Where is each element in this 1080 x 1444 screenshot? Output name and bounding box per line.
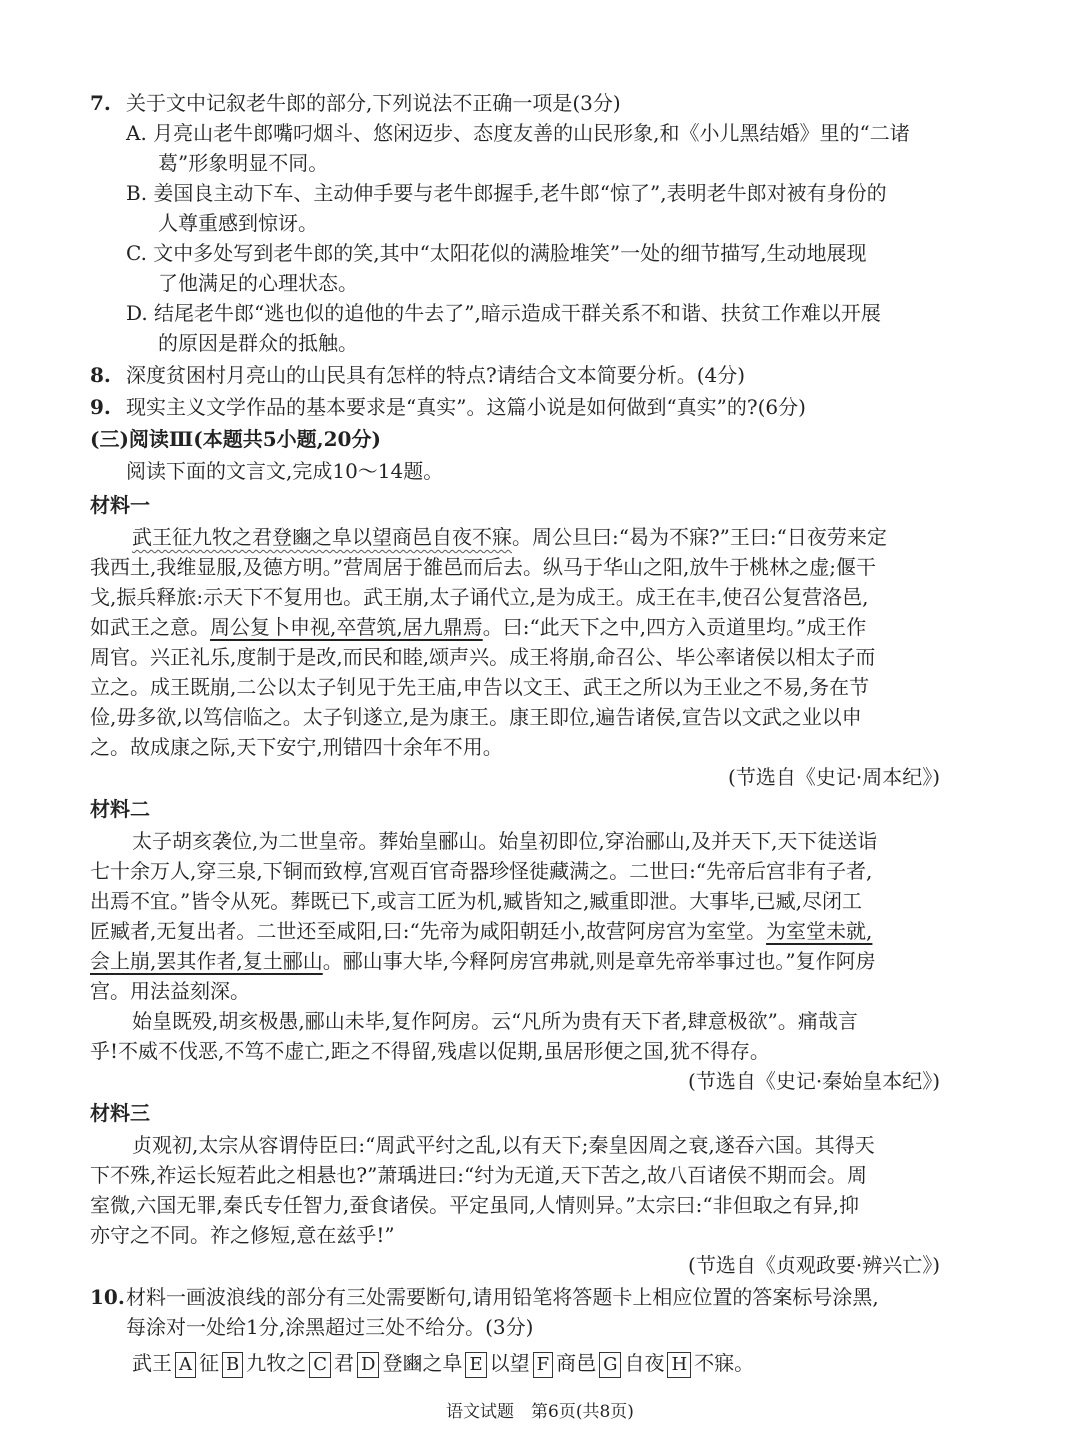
material3-line3: 室微,六国无罪,秦氏专任智力,蚕食诸侯。平定虽同,人情则异。”太宗曰:“非但取之有异,抑 xyxy=(90,1193,859,1217)
q7-option-d-line1: D. 结尾老牛郎“逃也似的追他的牛去了”,暗示造成干群关系不和谐、扶贫工作难以开展 xyxy=(126,301,881,325)
q7-option-b-line1: B. 姜国良主动下车、主动伸手要与老牛郎握手,老牛郎“惊了”,表明老牛郎对被有身份的 xyxy=(126,181,887,205)
q10-answer-line: 武王 A 征 B 九牧之 C 君 D 登豳之阜 E 以望 F 商邑 G 自夜 H 不寐。 xyxy=(132,1348,754,1378)
answer-box-b[interactable]: B xyxy=(222,1352,243,1378)
answer-box-h[interactable]: H xyxy=(667,1352,691,1378)
answer-box-g[interactable]: G xyxy=(599,1352,621,1378)
q7-option-a-line1: A. 月亮山老牛郎嘴叼烟斗、悠闲迈步、态度友善的山民形象,和《小儿黑结婚》里的“二诸 xyxy=(126,121,910,145)
material1-line3: 戈,振兵释旅:示天下不复用也。武王崩,太子诵代立,是为成王。成王在丰,使召公复营洛邑, xyxy=(90,585,869,609)
material1-line7: 俭,毋多欲,以笃信临之。太子钊遂立,是为康王。康王即位,遍告诸侯,宣告以文武之业以申 xyxy=(90,705,862,729)
q7-option-d-line2: 的原因是群众的抵触。 xyxy=(158,331,358,355)
material1-wavy-segment: 武王征九牧之君登豳之阜以望商邑自夜不寐 xyxy=(132,525,512,549)
material2-source: (节选自《史记·秦始皇本纪》) xyxy=(688,1069,940,1093)
q10-line1: 材料一画波浪线的部分有三处需要断句,请用铅笔将答题卡上相应位置的答案标号涂黑, xyxy=(126,1285,879,1309)
q10-number: 10. xyxy=(90,1285,125,1309)
answer-box-c[interactable]: C xyxy=(309,1352,331,1378)
section3-instruction: 阅读下面的文言文,完成10～14题。 xyxy=(126,459,444,483)
material2-underlined-sentence-part1: 为室堂未就, xyxy=(766,919,873,943)
q8-text: 深度贫困村月亮山的山民具有怎样的特点?请结合文本简要分析。(4分) xyxy=(126,363,746,387)
material1-source: (节选自《史记·周本纪》) xyxy=(728,765,940,789)
material1-line2: 我西土,我维显服,及德方明。”营周居于雒邑而后去。纵马于华山之阳,放牛于桃林之虚;偃干 xyxy=(90,555,877,579)
q7-number: 7. xyxy=(90,91,111,115)
q9-text: 现实主义文学作品的基本要求是“真实”。这篇小说是如何做到“真实”的?(6分) xyxy=(126,395,806,419)
material2-line2: 七十余万人,穿三泉,下铜而致椁,宫观百官奇器珍怪徙藏满之。二世曰:“先帝后宫非有子者, xyxy=(90,859,873,883)
answer-box-d[interactable]: D xyxy=(357,1352,379,1378)
page-footer: 语文试题 第6页(共8页) xyxy=(446,1402,634,1422)
material3-label: 材料三 xyxy=(90,1101,150,1125)
material3-line2: 下不殊,祚运长短若此之相悬也?”萧瑀进曰:“纣为无道,天下苦之,故八百诸侯不期而会。周 xyxy=(90,1163,867,1187)
material1-line6: 立之。成王既崩,二公以太子钊见于先王庙,申告以文王、武王之所以为王业之不易,务在节 xyxy=(90,675,870,699)
answer-box-e[interactable]: E xyxy=(465,1352,486,1378)
material3-line1: 贞观初,太宗从容谓侍臣曰:“周武平纣之乱,以有天下;秦皇因周之衰,遂吞六国。其得天 xyxy=(132,1133,875,1157)
material1-line5: 周官。兴正礼乐,度制于是改,而民和睦,颂声兴。成王将崩,命召公、毕公率诸侯以相太子而 xyxy=(90,645,876,669)
material1-underlined-sentence: 周公复卜申视,卒营筑,居九鼎焉 xyxy=(210,615,483,639)
material3-source: (节选自《贞观政要·辨兴亡》) xyxy=(688,1253,940,1277)
material2-line5: 会上崩,罢其作者,复土郦山。郦山事大毕,今释阿房宫弗就,则是章先帝举事过也。”复作阿房 xyxy=(90,949,876,973)
answer-box-f[interactable]: F xyxy=(533,1352,554,1378)
material2-line6: 宫。用法益刻深。 xyxy=(90,979,250,1003)
material2-label: 材料二 xyxy=(90,797,150,821)
q7-option-c-line2: 了他满足的心理状态。 xyxy=(158,271,358,295)
material1-line8: 之。故成康之际,天下安宁,刑错四十余年不用。 xyxy=(90,735,503,759)
q10-line2: 每涂对一处给1分,涂黑超过三处不给分。(3分) xyxy=(126,1315,534,1339)
material2-line3: 出焉不宜。”皆令从死。葬既已下,或言工匠为机,臧皆知之,臧重即泄。大事毕,已臧,尽闭工 xyxy=(90,889,863,913)
q8-number: 8. xyxy=(90,363,111,387)
material1-label: 材料一 xyxy=(90,493,150,517)
q7-option-a-line2: 葛”形象明显不同。 xyxy=(158,151,329,175)
q7-stem: 关于文中记叙老牛郎的部分,下列说法不正确一项是(3分) xyxy=(126,91,621,115)
material2-underlined-sentence-part2: 会上崩,罢其作者,复土郦山 xyxy=(90,949,323,973)
material2-para2-line1: 始皇既殁,胡亥极愚,郦山未毕,复作阿房。云“凡所为贵有天下者,肆意极欲”。痛哉言 xyxy=(132,1009,858,1033)
material2-line4: 匠臧者,无复出者。二世还至咸阳,曰:“先帝为咸阳朝廷小,故营阿房宫为室堂。为室堂未就, xyxy=(90,919,873,943)
q9-number: 9. xyxy=(90,395,111,419)
q7-option-b-line2: 人尊重感到惊讶。 xyxy=(158,211,318,235)
material1-line4: 如武王之意。周公复卜申视,卒营筑,居九鼎焉。曰:“此天下之中,四方入贡道里均。”成王作 xyxy=(90,615,867,639)
section3-title: (三)阅读Ⅲ(本题共5小题,20分) xyxy=(90,427,381,451)
material1-line1: 武王征九牧之君登豳之阜以望商邑自夜不寐。周公旦曰:“曷为不寐?”王曰:“日夜劳来定 xyxy=(132,525,887,549)
answer-box-a[interactable]: A xyxy=(175,1352,196,1378)
q7-option-c-line1: C. 文中多处写到老牛郎的笑,其中“太阳花似的满脸堆笑”一处的细节描写,生动地展现 xyxy=(126,241,867,265)
material2-para2-line2: 乎!不威不伐恶,不笃不虚亡,距之不得留,残虐以促期,虽居形便之国,犹不得存。 xyxy=(90,1039,770,1063)
material2-line1: 太子胡亥袭位,为二世皇帝。葬始皇郦山。始皇初即位,穿治郦山,及并天下,天下徒送诣 xyxy=(132,829,878,853)
material3-line4: 亦守之不同。祚之修短,意在兹乎!” xyxy=(90,1223,395,1247)
